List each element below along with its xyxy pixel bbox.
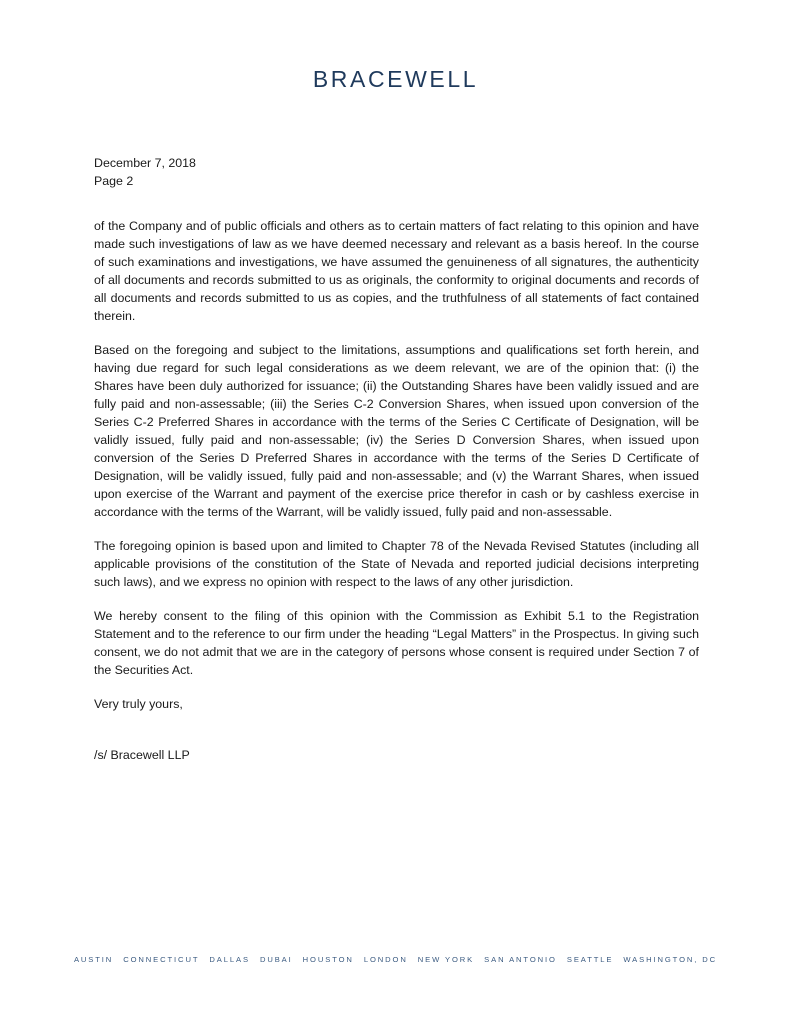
office-location: DALLAS [209,955,250,964]
office-location: SAN ANTONIO [484,955,557,964]
office-location: LONDON [363,955,408,964]
signature: /s/ Bracewell LLP [94,748,190,762]
firm-logo: BRACEWELL [312,66,479,92]
letter-date: December 7, 2018 [94,156,196,170]
office-location: DUBAI [259,955,293,964]
page-number: Page 2 [94,174,134,188]
paragraph: The foregoing opinion is based upon and limited to Chapter 78 of the Nevada Revised Statutes (including all applicable provisions of the constitution of the State of Nevada and reported judicial decisions interpreting such laws), and we express no opinion with respect to the laws of any other jurisdiction. [94,539,699,589]
office-location: SEATTLE [566,955,614,964]
office-location: WASHINGTON, DC [623,955,718,964]
office-location: CONNECTICUT [123,955,200,964]
paragraph: Based on the foregoing and subject to the limitations, assumptions and qualifications set forth herein, and having due regard for such legal considerations as we deem relevant, we are of the opinion that: (i) the Shares have been duly authorized for issuance; (ii) the Outstanding Shares have been validly issued and are fully paid and non-assessable; (iii) the Series C-2 Conversion Shares, when issued upon conversion of the Series C-2 Preferred Shares in accordance with the terms of the Series C Certificate of Designation, will be validly issued, fully paid and non-assessable; (iv) the Series D Conversion Shares, when issued upon conversion of the Series D Preferred Shares in accordance with the terms of the Series D Certificate of Designation, will be validly issued, fully paid and non-assessable; and (v) the Warrant Shares, when issued upon exercise of the Warrant and payment of the exercise price therefor in cash or by cashless exercise in accordance with the terms of the Warrant, will be validly issued, fully paid and non-assessable. [94,343,699,519]
office-location: NEW YORK [417,955,475,964]
date-block [94,154,196,190]
closing: Very truly yours, [94,697,183,711]
paragraph: We hereby consent to the filing of this opinion with the Commission as Exhibit 5.1 to the Registration Statement and to the reference to our firm under the heading “Legal Matters” in the Prospectus. In giving such consent, we do not admit that we are in the category of persons whose consent is required under Section 7 of the Securities Act. [94,609,699,677]
paragraph: of the Company and of public officials and others as to certain matters of fact relating to this opinion and have made such investigations of law as we have deemed necessary and relevant as a basis hereof. In the course of such examinations and investigations, we have assumed the genuineness of all signatures, the authenticity of all documents and records submitted to us as originals, the conformity to original documents and records of all documents and records submitted to us as copies, and the truthfulness of all statements of fact contained therein. [94,219,699,323]
letter-body [94,217,699,729]
office-locations-footer [0,955,791,964]
office-location: AUSTIN [73,955,114,964]
office-location: HOUSTON [302,955,354,964]
